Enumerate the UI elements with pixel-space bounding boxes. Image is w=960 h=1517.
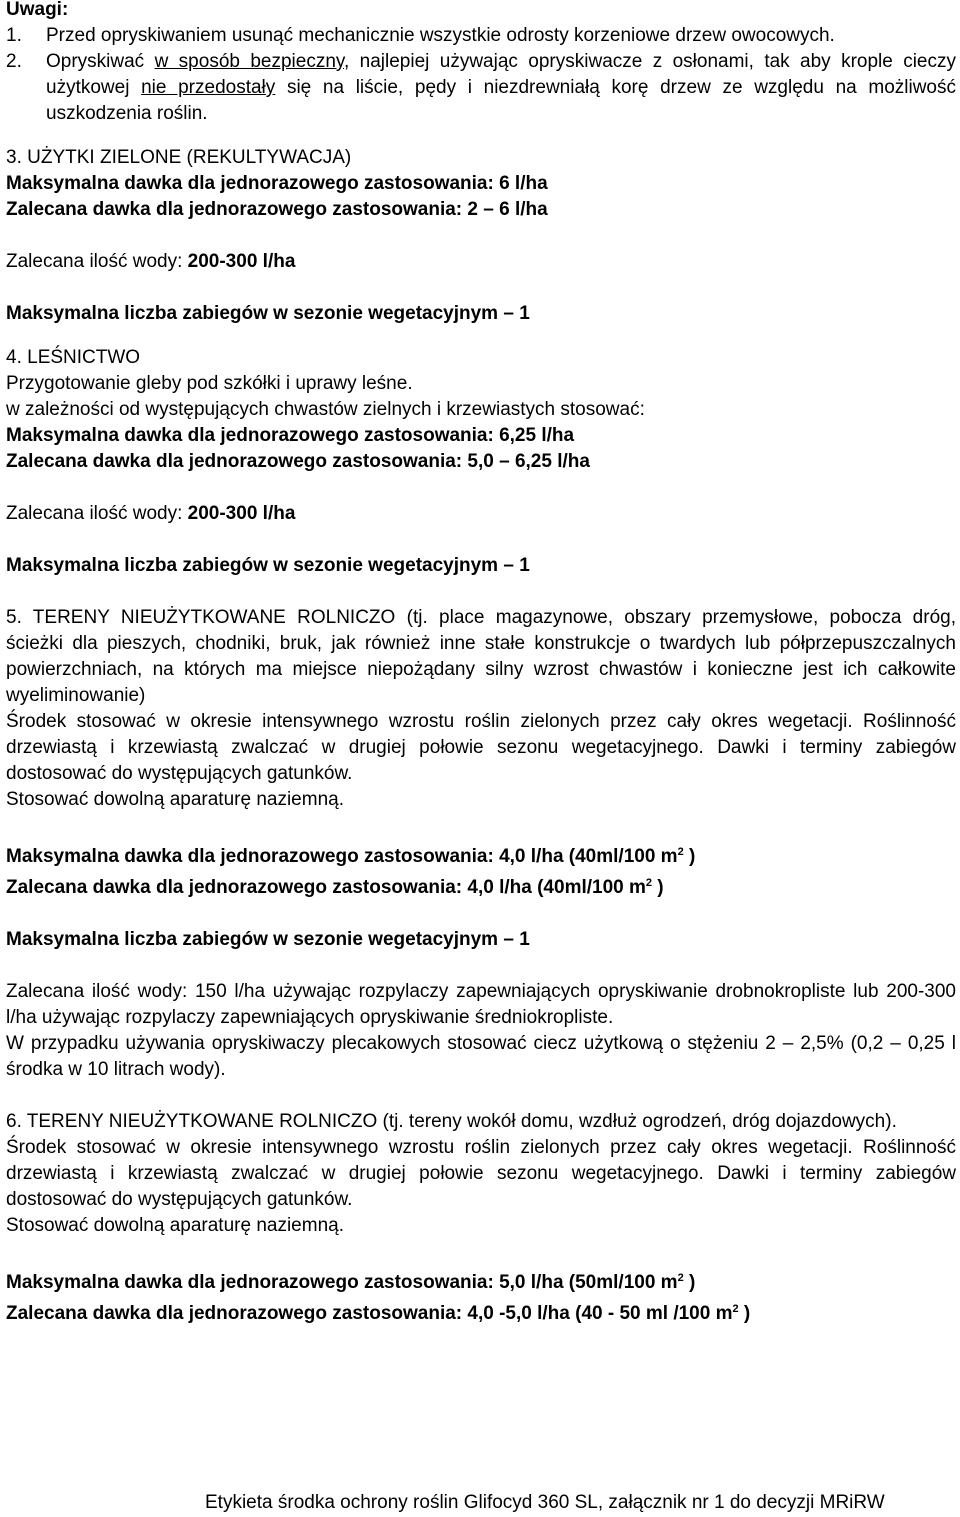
apparatus-note: Stosować dowolną aparaturę naziemną. <box>6 789 344 810</box>
section-line: Przygotowanie gleby pod szkółki i uprawy leśne. <box>6 373 413 394</box>
document-body <box>6 0 956 1327</box>
superscript: 2 <box>677 1272 684 1284</box>
section-heading-detail: (tj. tereny wokół domu, wzdłuż ogrodzeń, dróg dojazdowych). <box>377 1111 897 1132</box>
water-amount: Zalecana ilość wody: 150 l/ha używając rozpylaczy zapewniających opryskiwanie drobnokropliste lub 200-300 l/ha używając rozpylaczy zapewniających opryskiwanie średniokropliste. <box>6 981 956 1028</box>
section-heading: 4. LEŚNICTWO <box>6 347 141 368</box>
water-label: Zalecana ilość wody: <box>6 503 188 524</box>
rec-dose-end: ) <box>652 877 664 898</box>
note-number: 2. <box>6 51 22 72</box>
backpack-sprayer-note: W przypadku używania opryskiwaczy plecakowych stosować ciecz użytkową o stężeniu 2 – 2,5% (0,2 – 0,25 l środka w 10 litrach wody). <box>6 1033 956 1080</box>
rec-dose-text: Zalecana dawka dla jednorazowego zastosowania: 4,0 l/ha (40ml/100 m <box>6 877 646 898</box>
recommended-dose: Zalecana dawka dla jednorazowego zastosowania: 5,0 – 6,25 l/ha <box>6 451 590 472</box>
note-text: Przed opryskiwaniem usunąć mechanicznie wszystkie odrosty korzeniowe drzew owocowych. <box>46 25 835 46</box>
max-dose-text: Maksymalna dawka dla jednorazowego zastosowania: 5,0 l/ha (50ml/100 m <box>6 1272 678 1293</box>
superscript: 2 <box>677 846 684 858</box>
note-underlined-text: nie przedostały <box>141 77 276 98</box>
notes-list <box>6 23 956 127</box>
section-heading: 3. UŻYTKI ZIELONE (REKULTYWACJA) <box>6 147 352 168</box>
max-dose: Maksymalna dawka dla jednorazowego zastosowania: 6,25 l/ha <box>6 425 575 446</box>
recommended-dose <box>6 870 956 901</box>
section-3 <box>6 145 956 327</box>
superscript: 2 <box>732 1303 739 1315</box>
max-dose-text: Maksymalna dawka dla jednorazowego zastosowania: 4,0 l/ha (40ml/100 m <box>6 846 678 867</box>
section-heading: 5. TERENY NIEUŻYTKOWANE ROLNICZO <box>6 607 396 628</box>
section-body: Środek stosować w okresie intensywnego wzrostu roślin zielonych przez cały okres wegetacji. Roślinność drzewiastą i krzewiastą zwalczać w drugiej połowie sezonu wegetacyjnego. Dawki i terminy zabiegów dostosować do występujących gatunków. <box>6 711 956 784</box>
rec-dose-text: Zalecana dawka dla jednorazowego zastosowania: 4,0 -5,0 l/ha (40 - 50 ml /100 m <box>6 1303 733 1324</box>
section-5 <box>6 605 956 1083</box>
water-label: Zalecana ilość wody: <box>6 251 188 272</box>
apparatus-note: Stosować dowolną aparaturę naziemną. <box>6 1215 344 1236</box>
max-treatments: Maksymalna liczba zabiegów w sezonie wegetacyjnym – 1 <box>6 929 530 950</box>
section-heading-detail: (tj. place magazynowe, obszary przemysłowe, pobocza dróg, ścieżki dla pieszych, chodniki, bruk, jak również inne stałe konstrukcje o twardych lub półprzepuszczalnych powierzchniach, na których ma miejsce niepożądany silny wzrost chwastów i konieczne jest ich całkowite wyeliminowanie) <box>6 607 956 706</box>
max-dose-end: ) <box>683 1272 696 1293</box>
max-dose: Maksymalna dawka dla jednorazowego zastosowania: 6 l/ha <box>6 173 548 194</box>
recommended-dose: Zalecana dawka dla jednorazowego zastosowania: 2 – 6 l/ha <box>6 199 548 220</box>
max-dose <box>6 1265 956 1296</box>
note-item-1 <box>6 23 956 49</box>
water-value: 200-300 l/ha <box>187 503 296 524</box>
note-text-part: się na liście, pędy i niezdrewniałą korę drzew ze względu na możliwość uszkodzenia roślin. <box>46 77 956 124</box>
section-heading: 6. TERENY NIEUŻYTKOWANE ROLNICZO <box>6 1111 378 1132</box>
notes-title: Uwagi: <box>6 0 69 20</box>
section-4 <box>6 345 956 579</box>
note-text-part: Opryskiwać <box>46 51 155 72</box>
max-treatments: Maksymalna liczba zabiegów w sezonie wegetacyjnym – 1 <box>6 555 530 576</box>
section-heading-paragraph <box>6 1109 956 1135</box>
rec-dose-end: ) <box>738 1303 751 1324</box>
superscript: 2 <box>645 877 653 889</box>
water-value: 200-300 l/ha <box>187 251 296 272</box>
max-dose <box>6 839 956 870</box>
max-dose-end: ) <box>683 846 696 867</box>
note-underlined-text: w sposób bezpieczny <box>154 51 344 72</box>
recommended-dose <box>6 1296 956 1327</box>
section-line: w zależności od występujących chwastów zielnych i krzewiastych stosować: <box>6 399 645 420</box>
note-text-part: , najlepiej używając opryskiwacze z osłonami, tak aby krople cieczy użytkowej <box>46 51 956 98</box>
water-amount <box>6 501 956 527</box>
section-heading-paragraph <box>6 605 956 709</box>
note-item-2 <box>6 49 956 127</box>
note-number: 1. <box>6 25 22 46</box>
water-amount <box>6 249 956 275</box>
page-footer: Etykieta środka ochrony roślin Glifocyd 360 SL, załącznik nr 1 do decyzji MRiRW <box>205 1492 885 1513</box>
section-body: Środek stosować w okresie intensywnego wzrostu roślin zielonych przez cały okres wegetacji. Roślinność drzewiastą i krzewiastą zwalczać w drugiej połowie sezonu wegetacyjnego. Dawki i terminy zabiegów dostosować do występujących gatunków. <box>6 1137 956 1210</box>
max-treatments: Maksymalna liczba zabiegów w sezonie wegetacyjnym – 1 <box>6 303 530 324</box>
note-text <box>46 49 956 127</box>
section-6 <box>6 1109 956 1327</box>
